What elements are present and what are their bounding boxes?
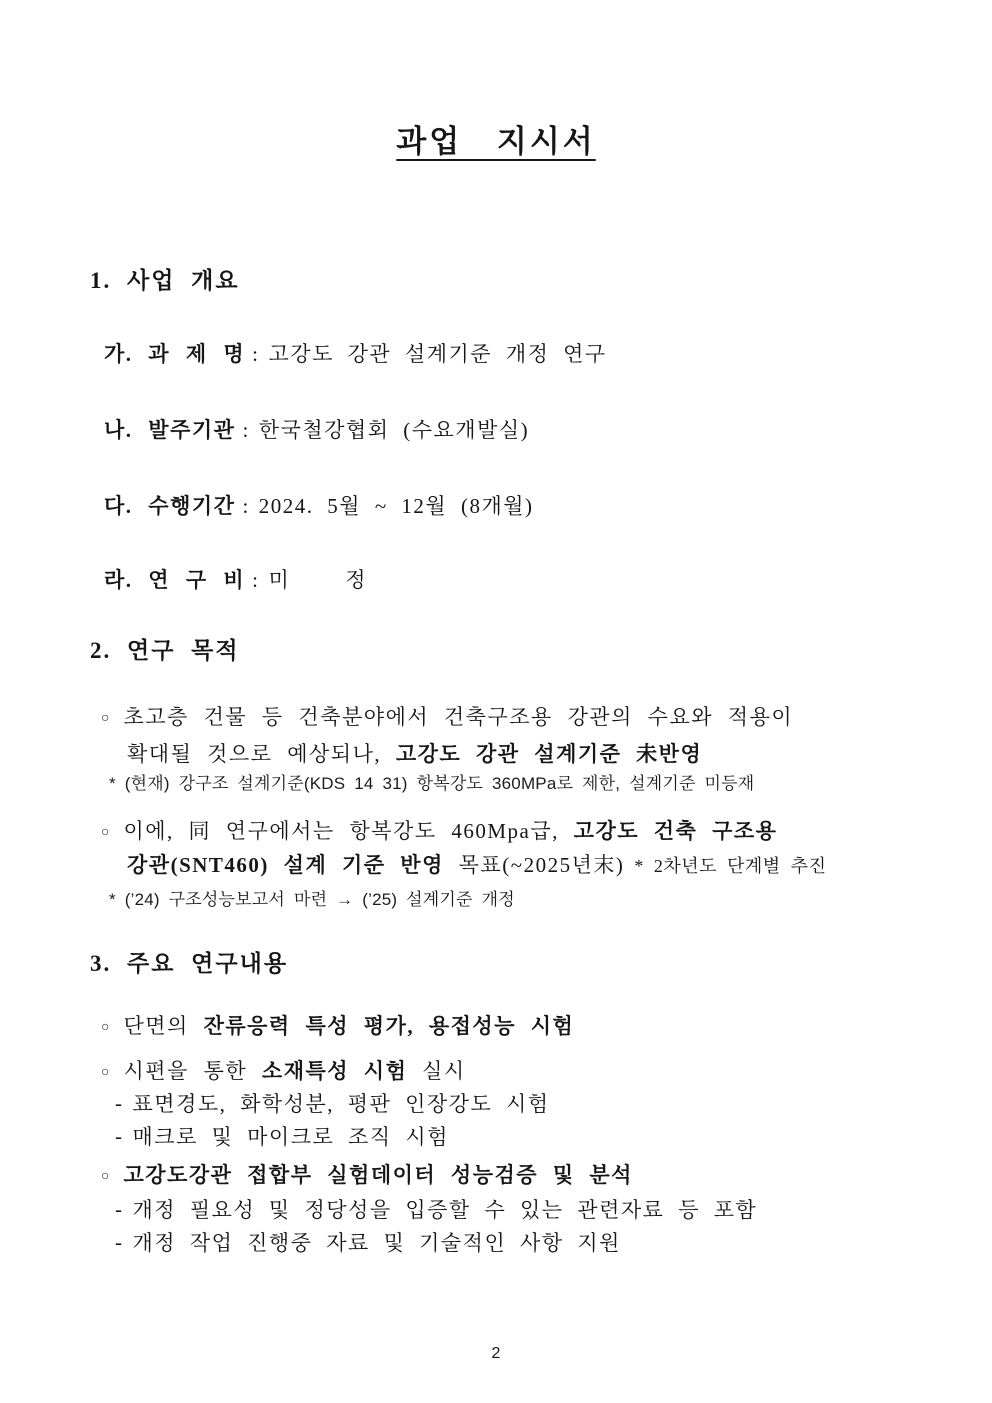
doc-title: 과업 지시서 <box>396 124 596 159</box>
item-project-name-label: 가. 과 제 명 <box>104 342 246 366</box>
s3-bullet-2 <box>101 1059 466 1083</box>
section-2-heading: 2. 연구 목적 <box>90 638 240 663</box>
item-period-value: 2024. 5월 ~ 12월 (8개월) <box>258 494 534 518</box>
item-period-label: 다. 수행기간 <box>104 494 236 518</box>
s3-bullet-2-dash-1-text: 표면경도, 화학성분, 평판 인장강도 시험 <box>132 1092 550 1116</box>
bullet-circle-icon: ○ <box>101 711 110 726</box>
bullet-circle-icon: ○ <box>101 1020 110 1035</box>
s3-bullet-1-regular: 단면의 <box>123 1014 204 1038</box>
item-budget <box>104 568 367 592</box>
s3-bullet-2-regular-1: 시편을 통한 <box>123 1059 262 1083</box>
s3-bullet-3-dash-1-text: 개정 필요성 및 정당성을 입증할 수 있는 관련자료 등 포함 <box>132 1198 758 1222</box>
s2-bullet-2-text-1: 이에, 同 연구에서는 항복강도 460Mpa급, <box>123 819 574 843</box>
s2-bullet-1-line-1 <box>101 705 793 729</box>
item-budget-label: 라. 연 구 비 <box>104 568 246 592</box>
s2-bullet-2-text-2-bold: 강관(SNT460) 설계 기준 반영 <box>127 853 444 877</box>
s2-bullet-1-line-2 <box>127 742 702 766</box>
s3-bullet-2-dash-2-text: 매크로 및 마이크로 조직 시험 <box>132 1125 449 1149</box>
s2-bullet-2-text-2: 목표(~2025년末) <box>443 853 625 877</box>
item-ordering-org-label: 나. 발주기관 <box>104 418 236 442</box>
s2-bullet-2-inline-note: * 2차년도 단계별 추진 <box>624 856 827 876</box>
item-project-name <box>104 342 607 366</box>
s2-bullet-2-line-2 <box>127 853 826 877</box>
s3-bullet-1 <box>101 1014 574 1038</box>
s2-note-2: * (’24) 구조성능보고서 마련 → (’25) 설계기준 개정 <box>109 890 515 909</box>
colon: : <box>242 418 250 442</box>
s3-bullet-3-bold: 고강도강관 접합부 실험데이터 성능검증 및 분석 <box>123 1163 633 1187</box>
bullet-circle-icon: ○ <box>101 1065 110 1080</box>
colon: : <box>252 568 260 592</box>
s2-bullet-1-text-1: 초고층 건물 등 건축분야에서 건축구조용 강관의 수요와 적용이 <box>123 705 794 729</box>
section-1-heading: 1. 사업 개요 <box>90 268 240 293</box>
dash-icon: - <box>115 1230 124 1254</box>
bullet-circle-icon: ○ <box>101 825 110 840</box>
bullet-circle-icon: ○ <box>101 1169 110 1184</box>
s3-bullet-3 <box>101 1163 633 1187</box>
dash-icon: - <box>115 1197 124 1221</box>
dash-icon: - <box>115 1124 124 1148</box>
s3-bullet-2-dash-1 <box>115 1091 550 1116</box>
item-ordering-org-value: 한국철강협회 (수요개발실) <box>258 418 530 442</box>
s2-bullet-1-text-2-bold: 고강도 강관 설계기준 未반영 <box>395 742 703 766</box>
s3-bullet-2-regular-2: 실시 <box>407 1059 466 1083</box>
colon: : <box>242 494 250 518</box>
item-budget-value: 미 정 <box>268 568 368 592</box>
s3-bullet-2-bold: 소재특성 시험 <box>261 1059 408 1083</box>
doc-title-container <box>0 124 992 160</box>
s2-bullet-2-line-1 <box>101 819 777 843</box>
s3-bullet-1-bold: 잔류응력 특성 평가, 용접성능 시험 <box>203 1014 575 1038</box>
item-ordering-org <box>104 418 529 442</box>
item-project-name-value: 고강도 강관 설계기준 개정 연구 <box>268 342 607 366</box>
s3-bullet-3-dash-1 <box>115 1197 757 1222</box>
page-number: 2 <box>491 1345 501 1362</box>
s2-bullet-2-text-1-bold: 고강도 건축 구조용 <box>573 819 778 843</box>
s2-note-1: * (현재) 강구조 설계기준(KDS 14 31) 항복강도 360MPa로 제한, 설계기준 미등재 <box>109 774 755 793</box>
s3-bullet-3-dash-2-text: 개정 작업 진행중 자료 및 기술적인 사항 지원 <box>132 1231 621 1255</box>
dash-icon: - <box>115 1091 124 1115</box>
s2-bullet-1-text-2: 확대될 것으로 예상되나, <box>127 742 396 766</box>
s3-bullet-3-dash-2 <box>115 1230 621 1255</box>
colon: : <box>252 342 260 366</box>
item-period <box>104 494 534 518</box>
section-3-heading: 3. 주요 연구내용 <box>90 951 289 976</box>
s3-bullet-2-dash-2 <box>115 1124 449 1149</box>
